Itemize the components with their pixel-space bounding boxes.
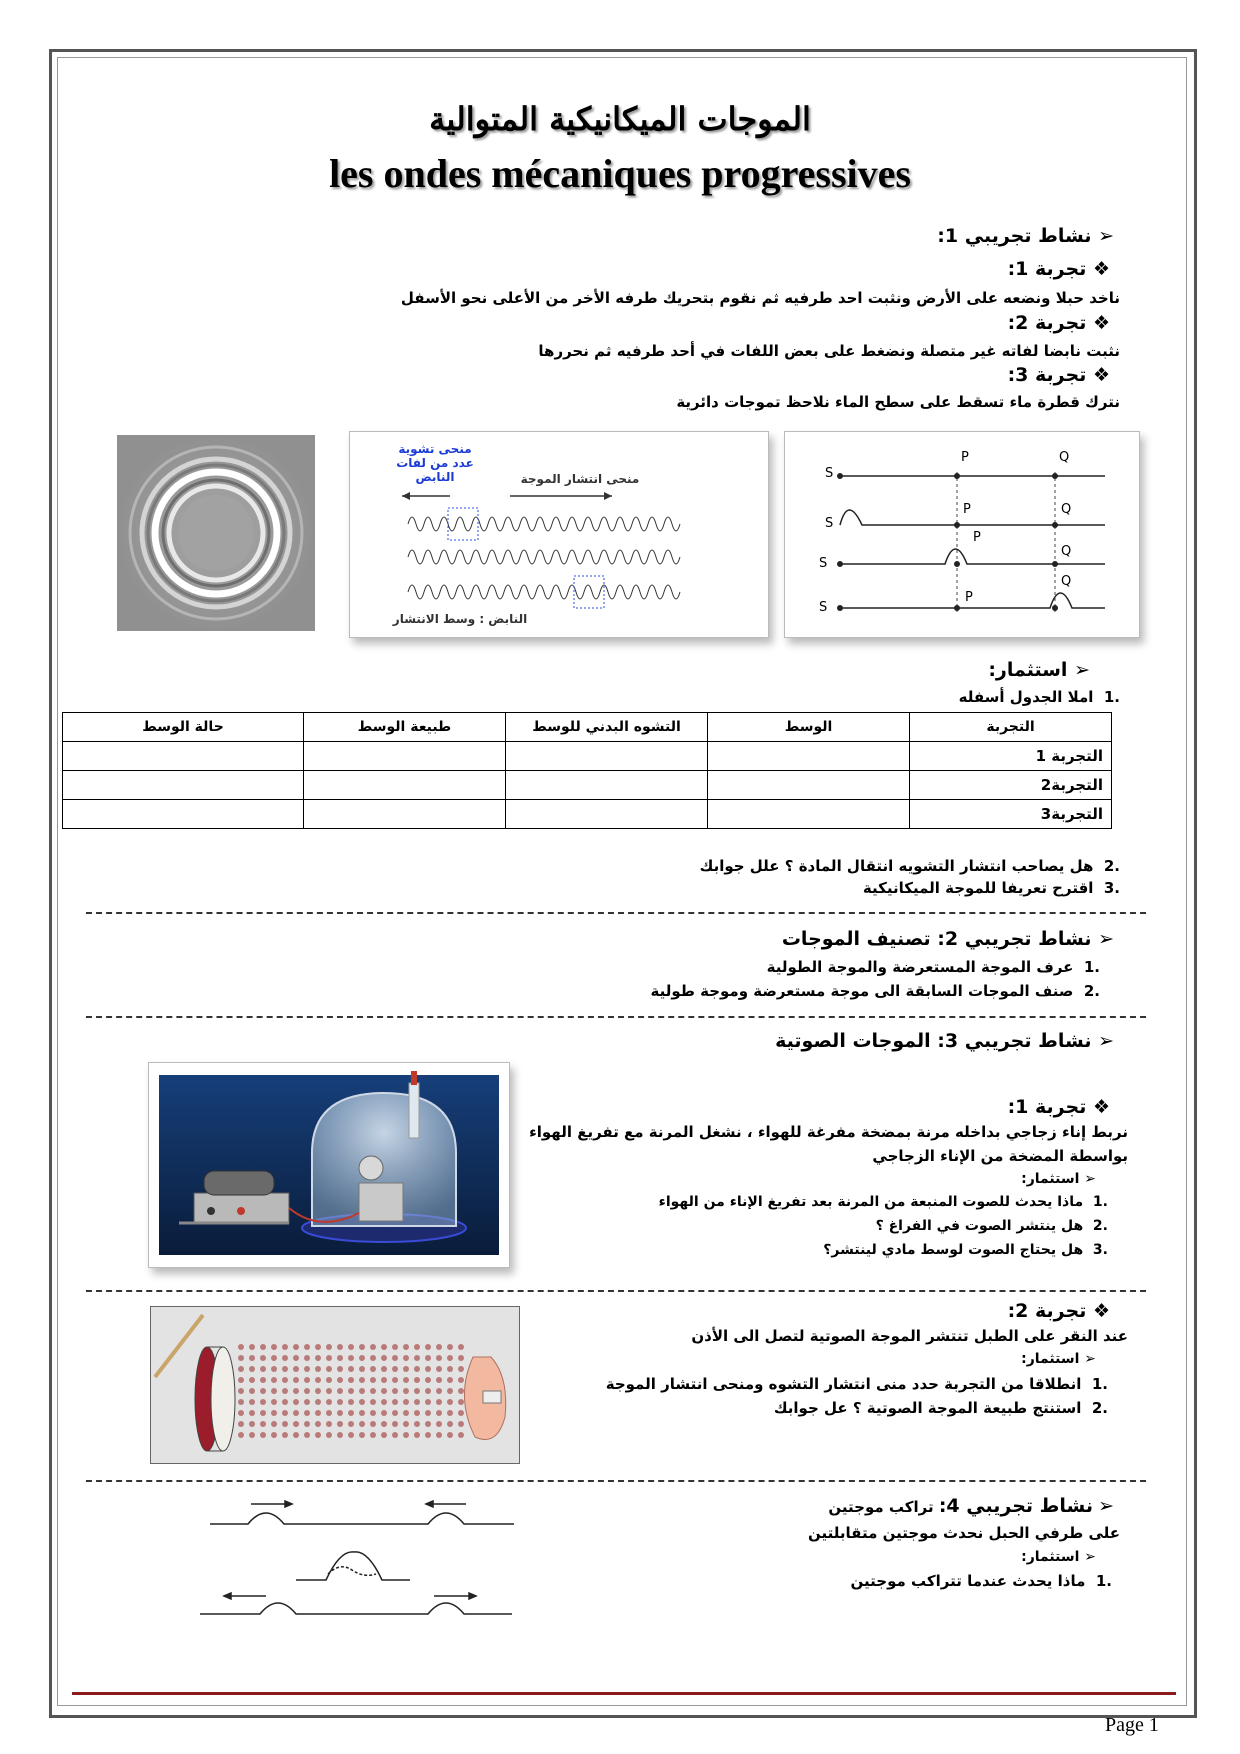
air-particle-dot [348, 1388, 354, 1394]
air-particle-dot [381, 1344, 387, 1350]
air-particle-dot [293, 1399, 299, 1405]
coil-top [408, 517, 680, 599]
activity4-text: على طرفي الحبل نحدث موجتين متقابلتين [808, 1524, 1120, 1542]
air-particle-dot [436, 1410, 442, 1416]
results-table [62, 712, 1112, 829]
air-particle-dot [370, 1355, 376, 1361]
air-particle-dot [315, 1366, 321, 1372]
air-particle-dot [293, 1366, 299, 1372]
activity1-exp2-text: نثبت نابضا لفاته غير متصلة ونضغط على بعض اللفات في أحد طرفيه ثم نحررها [538, 342, 1120, 360]
air-particle-dot [359, 1399, 365, 1405]
activity3-exp2-exploit: ➢ استثمار: [1021, 1351, 1096, 1367]
air-particle-dot [359, 1388, 365, 1394]
air-particle-dot [403, 1432, 409, 1438]
air-particle-dot [370, 1410, 376, 1416]
air-particle-dot [359, 1366, 365, 1372]
air-particle-dot [326, 1366, 332, 1372]
rope-label-s: S [819, 556, 828, 571]
activity1-q1: .1 املا الجدول أسفله [958, 688, 1120, 706]
air-particle-dot [425, 1399, 431, 1405]
air-particle-dot [370, 1399, 376, 1405]
air-particle-dot [348, 1366, 354, 1372]
air-particle-dot [436, 1344, 442, 1350]
rope-label-s: S [819, 600, 828, 615]
air-particle-dot [293, 1377, 299, 1383]
arrow-marker-icon: ➢ [1084, 1549, 1096, 1565]
air-particle-dot [414, 1366, 420, 1372]
air-particle-dot [414, 1410, 420, 1416]
air-particle-dot [249, 1388, 255, 1394]
air-particle-dot [326, 1377, 332, 1383]
air-particle-dot [249, 1366, 255, 1372]
air-particle-dot [304, 1410, 310, 1416]
air-particle-dot [249, 1377, 255, 1383]
water-ripples-figure [117, 435, 315, 631]
air-particle-dot [447, 1366, 453, 1372]
activity3-exp2-q2: .2 استنتج طبيعة الموجة الصوتية ؟ عل جوابك [773, 1399, 1108, 1417]
air-particle-dot [293, 1355, 299, 1361]
air-particle-dot [348, 1377, 354, 1383]
air-particle-dot [260, 1344, 266, 1350]
air-particle-dot [337, 1355, 343, 1361]
diamond-marker-icon: ❖ [1092, 258, 1110, 280]
activity1-exp2-label: ❖ تجربة 2: [1007, 312, 1110, 334]
air-particle-dot [458, 1410, 464, 1416]
air-particle-dot [326, 1432, 332, 1438]
air-particle-dot [304, 1399, 310, 1405]
air-particle-dot [315, 1377, 321, 1383]
air-particle-dot [271, 1366, 277, 1372]
footer-line [72, 1692, 1176, 1695]
bell-jar-figure [148, 1062, 510, 1268]
air-particle-dot [337, 1344, 343, 1350]
air-particle-dot [238, 1388, 244, 1394]
air-particle-dot [436, 1366, 442, 1372]
air-particle-dot [425, 1421, 431, 1427]
rope-label-q: Q [1059, 450, 1070, 465]
air-particle-dot [447, 1410, 453, 1416]
air-particle-dot [414, 1377, 420, 1383]
air-particle-dot [238, 1344, 244, 1350]
arrow-marker-icon: ➢ [1098, 928, 1114, 950]
activity1-exploit-label: ➢ استثمار: [988, 659, 1090, 681]
air-particle-dot [425, 1355, 431, 1361]
table-cell-experiment: التجربة2 [910, 771, 1112, 800]
air-particle-dot [436, 1355, 442, 1361]
arrow-marker-icon: ➢ [1084, 1351, 1096, 1367]
air-particle-dot [249, 1344, 255, 1350]
activity3-exp1-exploit: ➢ استثمار: [1021, 1171, 1096, 1187]
table-cell-experiment: التجربة 1 [910, 742, 1112, 771]
table-cell-empty[interactable] [708, 742, 910, 771]
air-particle-dot [337, 1366, 343, 1372]
air-particle-dot [282, 1366, 288, 1372]
air-particle-dot [337, 1432, 343, 1438]
air-particle-dot [282, 1388, 288, 1394]
rope-pulse-figure [784, 431, 1140, 638]
activity4-heading: ➢ نشاط تجريبي 4: تراكب موجتين [828, 1495, 1114, 1517]
superposition-figure [196, 1490, 520, 1630]
air-particle-dot [238, 1410, 244, 1416]
activity3-exp1-text2: بواسطة المضخة من الإناء الزجاجي [872, 1147, 1128, 1165]
air-particle-dot [348, 1410, 354, 1416]
activity4-exploit: ➢ استثمار: [1021, 1549, 1096, 1565]
air-particle-dot [436, 1399, 442, 1405]
air-particle-dot [381, 1366, 387, 1372]
diamond-marker-icon: ❖ [1092, 364, 1110, 386]
air-particle-dot [304, 1366, 310, 1372]
activity1-exp1-label: ❖ تجربة 1: [1007, 258, 1110, 280]
air-particle-dot [348, 1355, 354, 1361]
activity1-q3: .3 اقترح تعريفا للموجة الميكانيكية [862, 879, 1120, 897]
air-particle-dot [370, 1366, 376, 1372]
activity3-exp2-label: ❖ تجربة 2: [1007, 1300, 1110, 1322]
spring-caption: النابض : وسط الانتشار [392, 612, 528, 626]
arrow-marker-icon: ➢ [1098, 225, 1114, 247]
air-particle-dot [260, 1432, 266, 1438]
table-cell-empty[interactable] [304, 742, 506, 771]
rope-label-p: P [963, 502, 971, 517]
rope-label-q: Q [1061, 502, 1072, 517]
air-particle-dot [403, 1366, 409, 1372]
air-particle-dot [359, 1344, 365, 1350]
air-particle-dot [414, 1421, 420, 1427]
air-particle-dot [359, 1410, 365, 1416]
air-particle-dot [414, 1388, 420, 1394]
air-particle-dot [238, 1377, 244, 1383]
air-particle-dot [260, 1377, 266, 1383]
air-particle-dot [282, 1377, 288, 1383]
air-particle-dot [238, 1355, 244, 1361]
rope-label-p: P [965, 590, 973, 605]
table-cell-empty[interactable] [63, 771, 304, 800]
air-particle-dot [458, 1377, 464, 1383]
air-particle-dot [403, 1377, 409, 1383]
activity3-exp2-q1: .1 انطلاقا من التجربة حدد منى انتشار التشوه ومنحى انتشار الموجة [605, 1375, 1108, 1393]
air-particle-dot [403, 1410, 409, 1416]
activity1-q2: .2 هل يصاحب انتشار التشويه انتقال المادة ؟ علل جوابك [699, 857, 1120, 875]
air-particle-dot [447, 1421, 453, 1427]
air-particle-dot [326, 1344, 332, 1350]
air-particle-dot [370, 1344, 376, 1350]
air-particle-dot [436, 1432, 442, 1438]
page-number: Page 1 [1105, 1714, 1159, 1736]
air-particle-dot [238, 1421, 244, 1427]
rope-label-s: S [825, 466, 834, 481]
activity4-q1: .1 ماذا يحدث عندما تتراكب موجتين [850, 1572, 1112, 1590]
air-particle-dot [403, 1399, 409, 1405]
air-particle-dot [436, 1388, 442, 1394]
air-particle-dot [458, 1366, 464, 1372]
air-particle-dot [282, 1344, 288, 1350]
air-particle-dot [403, 1344, 409, 1350]
activity3-exp1-q2: .2 هل ينتشر الصوت في الفراغ ؟ [875, 1218, 1108, 1234]
air-particle-dot [458, 1355, 464, 1361]
air-particle-dot [359, 1377, 365, 1383]
air-particle-dot [293, 1432, 299, 1438]
diamond-marker-icon: ❖ [1092, 1096, 1110, 1118]
air-particle-dot [359, 1421, 365, 1427]
table-cell-empty[interactable] [63, 742, 304, 771]
air-particle-dot [337, 1377, 343, 1383]
air-particle-dot [238, 1432, 244, 1438]
air-particle-dot [370, 1421, 376, 1427]
air-particle-dot [425, 1366, 431, 1372]
table-cell-empty[interactable] [63, 800, 304, 829]
air-particle-dot [326, 1399, 332, 1405]
activity3-exp1-q1: .1 ماذا يحدث للصوت المنبعة من المرنة بعد تفريغ الإناء من الهواء [658, 1194, 1108, 1210]
air-particle-dot [403, 1388, 409, 1394]
air-particle-dot [337, 1421, 343, 1427]
air-particle-dot [293, 1388, 299, 1394]
air-particle-dot [260, 1388, 266, 1394]
air-particle-dot [260, 1410, 266, 1416]
air-particle-dot [293, 1344, 299, 1350]
air-particle-dot [458, 1421, 464, 1427]
air-particle-dot [403, 1421, 409, 1427]
air-particle-dot [458, 1344, 464, 1350]
air-particle-dot [282, 1410, 288, 1416]
air-particle-dot [348, 1421, 354, 1427]
activity1-exp3-text: نترك قطرة ماء تسقط على سطح الماء نلاحظ تموجات دائرية [676, 393, 1120, 411]
air-particle-dot [260, 1366, 266, 1372]
activity1-exp1-text: ناخد حبلا ونضعه على الأرض ونثبت احد طرفيه ثم نقوم بتحريك طرفه الأخر من الأعلى نحو الأسفل [400, 289, 1120, 307]
air-particle-dot [326, 1410, 332, 1416]
air-particle-dot [381, 1399, 387, 1405]
air-particle-dot [271, 1399, 277, 1405]
air-particle-dot [337, 1388, 343, 1394]
air-particle-dot [414, 1432, 420, 1438]
spring-label-compression: منحى تشوية عدد من لفات النابض [396, 442, 474, 484]
table-header: التشوه البدني للوسط [506, 713, 708, 742]
table-cell-experiment: التجربة3 [910, 800, 1112, 829]
air-particle-dot [249, 1355, 255, 1361]
section-divider [86, 1480, 1146, 1482]
rope-label-s: S [825, 516, 834, 531]
arrow-marker-icon: ➢ [1098, 1495, 1114, 1517]
table-cell-empty[interactable] [506, 800, 708, 829]
air-particle-dot [425, 1377, 431, 1383]
air-particle-dot [348, 1399, 354, 1405]
air-particle-dot [304, 1388, 310, 1394]
air-particle-dot [392, 1366, 398, 1372]
air-particle-dot [381, 1410, 387, 1416]
air-particle-dot [249, 1421, 255, 1427]
air-particle-dot [381, 1421, 387, 1427]
air-particle-dot [304, 1355, 310, 1361]
air-particle-dot [392, 1388, 398, 1394]
air-particle-dot [315, 1421, 321, 1427]
air-particle-dot [403, 1355, 409, 1361]
table-header: طبيعة الوسط [304, 713, 506, 742]
air-particle-dot [260, 1421, 266, 1427]
air-particle-dot [249, 1432, 255, 1438]
air-particle-dot [271, 1410, 277, 1416]
air-particle-dot [381, 1432, 387, 1438]
table-header: التجربة [910, 713, 1112, 742]
air-particle-dot [359, 1355, 365, 1361]
air-particle-dot [304, 1421, 310, 1427]
air-particle-dot [370, 1388, 376, 1394]
air-particle-dot [293, 1410, 299, 1416]
air-particle-dot [458, 1399, 464, 1405]
air-particle-dot [282, 1421, 288, 1427]
air-particle-dot [381, 1377, 387, 1383]
air-particle-dot [425, 1432, 431, 1438]
section-divider [86, 1016, 1146, 1018]
air-particle-dot [271, 1388, 277, 1394]
air-particle-dot [238, 1366, 244, 1372]
activity1-heading: ➢ نشاط تجريبي 1: [937, 225, 1114, 247]
air-particle-dot [370, 1432, 376, 1438]
air-particle-dot [315, 1388, 321, 1394]
table-cell-empty[interactable] [304, 771, 506, 800]
air-particle-dot [315, 1410, 321, 1416]
table-header: حالة الوسط [63, 713, 304, 742]
air-particle-dot [348, 1344, 354, 1350]
air-particle-dot [326, 1421, 332, 1427]
air-particle-dot [392, 1344, 398, 1350]
diamond-marker-icon: ❖ [1092, 1300, 1110, 1322]
air-particle-dot [425, 1344, 431, 1350]
air-particle-dot [447, 1355, 453, 1361]
air-particle-dot [392, 1355, 398, 1361]
air-particle-dot [447, 1432, 453, 1438]
title-french: les ondes mécaniques progressives [329, 151, 911, 196]
air-particle-dot [271, 1377, 277, 1383]
air-particle-dot [425, 1388, 431, 1394]
activity2-q2: .2 صنف الموجات السابقة الى موجة مستعرضة وموجة طولية [650, 982, 1100, 1000]
air-particle-dot [425, 1410, 431, 1416]
arrow-marker-icon: ➢ [1098, 1030, 1114, 1052]
air-particle-dot [260, 1355, 266, 1361]
air-particle-dot [249, 1410, 255, 1416]
air-particle-dot [260, 1399, 266, 1405]
rope-label-q: Q [1061, 544, 1072, 559]
activity3-exp1-label: ❖ تجربة 1: [1007, 1096, 1110, 1118]
air-particle-dot [315, 1399, 321, 1405]
table-row [63, 771, 1112, 800]
air-particle-dot [458, 1432, 464, 1438]
table-cell-empty[interactable] [708, 771, 910, 800]
air-particle-dot [293, 1421, 299, 1427]
air-particle-dot [381, 1388, 387, 1394]
air-particle-dot [447, 1377, 453, 1383]
air-particle-dot [282, 1432, 288, 1438]
air-particle-dot [392, 1432, 398, 1438]
air-particle-dot [271, 1344, 277, 1350]
air-particle-dot [392, 1399, 398, 1405]
air-particle-dot [447, 1399, 453, 1405]
air-particle-dot [436, 1377, 442, 1383]
activity3-exp1-q3: .3 هل يحتاج الصوت لوسط مادي لينتشر؟ [823, 1242, 1108, 1258]
spring-figure [349, 431, 769, 638]
diamond-marker-icon: ❖ [1092, 312, 1110, 334]
air-particle-dot [359, 1432, 365, 1438]
table-cell-empty[interactable] [506, 771, 708, 800]
activity3-heading: ➢ نشاط تجريبي 3: الموجات الصوتية [775, 1030, 1114, 1052]
air-particle-dot [304, 1377, 310, 1383]
table-cell-empty[interactable] [304, 800, 506, 829]
air-particle-dot [326, 1355, 332, 1361]
air-particle-dot [436, 1421, 442, 1427]
activity2-heading: ➢ نشاط تجريبي 2: تصنيف الموجات [781, 928, 1114, 950]
activity2-q1: .1 عرف الموجة المستعرضة والموجة الطولية [766, 958, 1100, 976]
rope-label-q: Q [1061, 574, 1072, 589]
title-arabic: الموجات الميكانيكية المتوالية [429, 100, 811, 138]
air-particle-dot [447, 1388, 453, 1394]
air-particle-dot [326, 1388, 332, 1394]
air-particle-dot [315, 1355, 321, 1361]
air-particle-dot [304, 1432, 310, 1438]
air-particle-dot [370, 1377, 376, 1383]
table-cell-empty[interactable] [506, 742, 708, 771]
air-particle-dot [282, 1355, 288, 1361]
table-header: الوسط [708, 713, 910, 742]
air-particle-dot [447, 1344, 453, 1350]
table-row [63, 742, 1112, 771]
air-particle-dot [249, 1399, 255, 1405]
section-divider [86, 912, 1146, 914]
air-particle-dot [271, 1421, 277, 1427]
activity3-exp1-text1: نربط إناء زجاجي بداخله مرنة بمضخة مفرغة للهواء ، نشغل المرنة مع تفريغ الهواء [529, 1123, 1128, 1141]
air-particle-dot [414, 1399, 420, 1405]
activity1-exp3-label: ❖ تجربة 3: [1007, 364, 1110, 386]
air-particle-dot [315, 1344, 321, 1350]
air-particle-dot [458, 1388, 464, 1394]
table-header-row [63, 713, 1112, 742]
air-particle-dot [392, 1377, 398, 1383]
air-particle-dot [282, 1399, 288, 1405]
air-particle-dot [271, 1355, 277, 1361]
air-particle-dot [337, 1399, 343, 1405]
arrow-marker-icon: ➢ [1074, 659, 1090, 681]
air-particle-dot [381, 1355, 387, 1361]
arrow-marker-icon: ➢ [1084, 1171, 1096, 1187]
air-particle-dot [414, 1344, 420, 1350]
section-divider [86, 1290, 1146, 1292]
air-particle-dot [414, 1355, 420, 1361]
rope-label-p: P [961, 450, 969, 465]
rope-label-p: P [973, 530, 981, 545]
table-row [63, 800, 1112, 829]
air-particle-dot [238, 1399, 244, 1405]
drum-figure [150, 1306, 520, 1464]
spring-label-propagation: منحى انتشار الموجة [520, 472, 640, 486]
activity3-exp2-text: عند النقر على الطبل تنتشر الموجة الصوتية لتصل الى الأذن [691, 1327, 1128, 1345]
air-particle-dot [304, 1344, 310, 1350]
air-particle-dot [271, 1432, 277, 1438]
air-particle-dot [337, 1410, 343, 1416]
air-particle-dot [348, 1432, 354, 1438]
air-particle-dot [392, 1421, 398, 1427]
air-particle-dot [392, 1410, 398, 1416]
air-particle-dot [315, 1432, 321, 1438]
table-cell-empty[interactable] [708, 800, 910, 829]
